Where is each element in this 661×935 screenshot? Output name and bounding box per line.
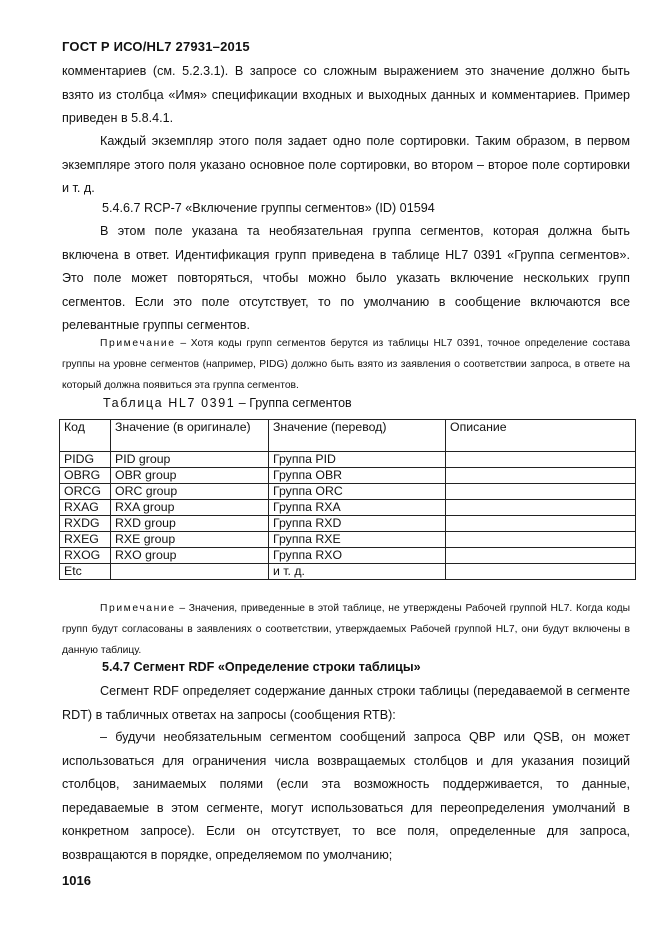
cell-description (446, 452, 636, 468)
table-caption (103, 396, 352, 410)
cell-original: RXD group (111, 516, 269, 532)
cell-description (446, 548, 636, 564)
table-caption-label: Таблица HL7 0391 (103, 396, 236, 410)
section-heading-rcp7: 5.4.6.7 RCP-7 «Включение группы сегментов» (ID) 01594 (102, 201, 435, 215)
table-row (60, 564, 636, 580)
cell-original: RXE group (111, 532, 269, 548)
cell-description (446, 500, 636, 516)
cell-code: OBRG (60, 468, 111, 484)
cell-description (446, 532, 636, 548)
header-translated-value: Значение (перевод) (269, 420, 446, 452)
cell-code: RXOG (60, 548, 111, 564)
cell-translation: Группа RXE (269, 532, 446, 548)
cell-original: RXO group (111, 548, 269, 564)
segment-group-table (59, 419, 636, 580)
note-label: Примечание (100, 603, 176, 614)
cell-original: ORC group (111, 484, 269, 500)
cell-translation: Группа RXO (269, 548, 446, 564)
cell-code: RXEG (60, 532, 111, 548)
header-description: Описание (446, 420, 636, 452)
table-row (60, 548, 636, 564)
running-header: ГОСТ Р ИСО/HL7 27931–2015 (62, 39, 250, 54)
cell-translation: Группа RXD (269, 516, 446, 532)
header-code: Код (60, 420, 111, 452)
table-row (60, 500, 636, 516)
cell-description (446, 484, 636, 500)
page-number: 1016 (62, 873, 91, 888)
cell-original (111, 564, 269, 580)
paragraph-segment-group: В этом поле указана та необязательная группа сегментов, которая должна быть включена в ответ. Идентификация групп приведена в таблице HL7 0391 «Группа сегментов». Это поле может повторяться, чтобы можно было указать включение нескольких групп сегментов. Если это поле отсутствует, то по умолчанию в сообщение включаются все релевантные группы сегментов. (62, 224, 630, 332)
cell-original: OBR group (111, 468, 269, 484)
cell-translation: Группа ORC (269, 484, 446, 500)
note-text: – Значения, приведенные в этой таблице, не утверждены Рабочей группой HL7. Когда коды групп будут согласованы в заявлениях о соответствии, утверждаемых Рабочей группой HL7, они будут включены в данную таблицу. (62, 603, 630, 656)
cell-code: ORCG (60, 484, 111, 500)
paragraph-continuation: комментариев (см. 5.2.3.1). В запросе со сложным выражением это значение должно быть взято из столбца «Имя» спецификации входных и выходных данных и комментариев. Пример приведен в 5.8.4.1. (62, 64, 630, 125)
cell-original: PID group (111, 452, 269, 468)
cell-translation: Группа OBR (269, 468, 446, 484)
cell-code: Etc (60, 564, 111, 580)
header-original-value: Значение (в оригинале) (111, 420, 269, 452)
table-row (60, 484, 636, 500)
note-label: Примечание (100, 338, 176, 349)
cell-translation: и т. д. (269, 564, 446, 580)
note-segment-codes (62, 333, 630, 396)
section-heading-rdf: 5.4.7 Сегмент RDF «Определение строки таблицы» (102, 660, 421, 674)
table-row (60, 516, 636, 532)
note-table-values (62, 598, 630, 661)
paragraph-rdf-list-item: – будучи необязательным сегментом сообщений запроса QBP или QSB, он может использоваться для ограничения числа возвращаемых столбцов и для указания позиций столбцов, занимаемых полями (если эта возможность поддерживается, то данные, передаваемые в этом сегменте, могут использоваться для переопределения умолчаний в конкретном запросе). Если он отсутствует, то все поля, определенные для запроса, возвращаются в порядке, определяемом по умолчанию; (62, 730, 630, 862)
cell-original: RXA group (111, 500, 269, 516)
cell-translation: Группа RXA (269, 500, 446, 516)
note-text: – Хотя коды групп сегментов берутся из таблицы HL7 0391, точное определение состава группы на уровне сегментов (например, PIDG) должно быть взято из заявления о соответствии запроса, в ответе на который должна появиться эта группа сегментов. (62, 338, 630, 391)
table-caption-text: – Группа сегментов (235, 396, 352, 410)
cell-description (446, 516, 636, 532)
table-row (60, 532, 636, 548)
cell-description (446, 564, 636, 580)
cell-code: PIDG (60, 452, 111, 468)
table-row (60, 468, 636, 484)
table-row (60, 452, 636, 468)
cell-code: RXDG (60, 516, 111, 532)
paragraph-sort-field: Каждый экземпляр этого поля задает одно поле сортировки. Таким образом, в первом экземпляре этого поля указано основное поле сортировки, во втором – второе поле сортировки и т. д. (62, 134, 630, 195)
cell-code: RXAG (60, 500, 111, 516)
table-header-row (60, 420, 636, 452)
paragraph-rdf-intro: Сегмент RDF определяет содержание данных строки таблицы (передаваемой в сегменте RDT) в табличных ответах на запросы (сообщения RTB): (62, 684, 630, 722)
cell-translation: Группа PID (269, 452, 446, 468)
cell-description (446, 468, 636, 484)
